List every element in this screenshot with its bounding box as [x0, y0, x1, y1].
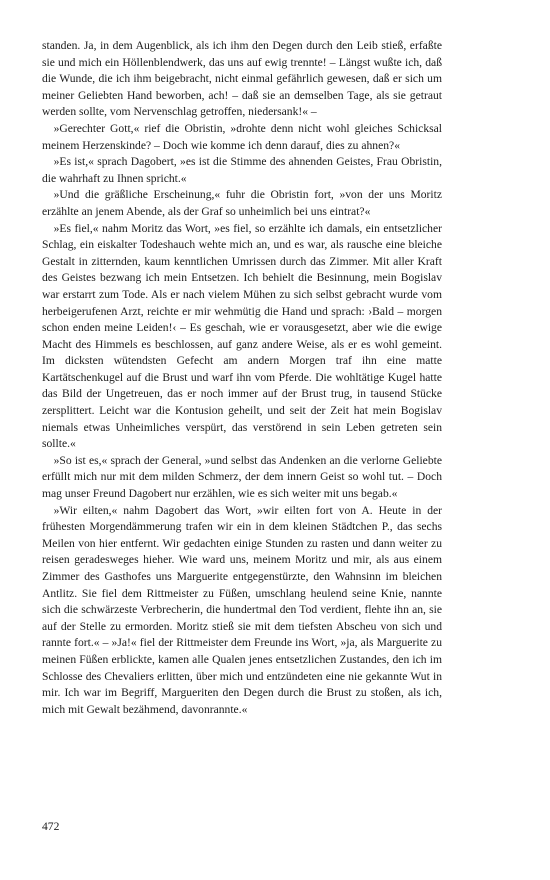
- paragraph: »Gerechter Gott,« rief die Obristin, »drohte denn nicht wohl gleiches Schicksal meinem Herzenskinde? – Doch wie komme ich denn darauf, dies zu ahnen?«: [42, 121, 442, 152]
- paragraph: »Und die gräßliche Erscheinung,« fuhr die Obristin fort, »von der uns Moritz erzählte an jenem Abende, als der Graf so unheimlich bei uns eintrat?«: [42, 188, 442, 218]
- paragraph: »Wir eilten,« nahm Dagobert das Wort, »wir eilten fort von A. Heute in der frühesten Morgendämmerung trafen wir ein in dem kleinen Städtchen P., das sechs Meilen von hier entfernt. Wir gedachten einige Stunden zu rasten und dann weiter zu reisen geradesweges hieher. Wie ward uns, meinem Moritz und mir, als aus einem Zimmer des Gasthofes uns Marguerite entgegenstürzte, den Wahnsinn im bleichen Antlitz. Sie fiel dem Rittmeister zu Füßen, umschlang heulend seine Knie, nannte sich die schwärzeste Verbrecherin, die hundertmal den Tod verdient, flehte ihn an, sie auf der Stelle zu ermorden. Moritz stieß sie mit dem tiefsten Abscheu von sich und rannte fort.« – »Ja!« fiel der Rittmeister dem Freunde ins Wort, »ja, als Marguerite zu meinen Füßen erblickte, kamen alle Qualen jenes entsetzlichen Zustandes, den ich im Schlosse des Chevaliers erlitten, über mich und entzündeten eine nie gekannte Wut in mir. Ich war im Begriff, Margueriten den Degen durch die Brust zu stoßen, als ich, mich mit Gewalt bezähmend, davonrannte.«: [42, 503, 442, 716]
- body-text: [42, 38, 442, 718]
- paragraph-continued: standen. Ja, in dem Augenblick, als ich ihm den Degen durch den Leib stieß, erfaßte sie und mich ein Höllenblendwerk, das uns auf ewig trennte! – Längst wußte ich, daß die Wunde, die ich ihm beigebracht, nicht einmal gefährlich gewesen, daß er sich um meiner Geliebten Hand beworben, ach! – daß sie an demselben Tage, als sie getraut werden sollte, vom Nervenschlag getroffen, niedersank!« –: [42, 39, 442, 119]
- page-number: 472: [42, 820, 60, 833]
- paragraph: »So ist es,« sprach der General, »und selbst das Andenken an die verlorne Geliebte erfüllt mich nur mit dem milden Schmerz, der dem innern Geist so wohl tut. – Doch mag unser Freund Dagobert nur erzählen, wie es sich weiter mit uns begab.«: [42, 453, 442, 501]
- paragraph: »Es fiel,« nahm Moritz das Wort, »es fiel, so erzählte ich damals, ein entsetzlicher Schlag, ein eiskalter Todeshauch wehte mich an, und es war, als rausche eine bleiche Gestalt in zitternden, kaum kenntlichen Umrissen durch das Zimmer. Mit aller Kraft des Geistes bezwang ich mein Entsetzen. Ich behielt die Besinnung, mein Bogislav war erstarrt zum Tode. Als er nach vielem Mühen zu sich selbst gebracht wurde vom herbeigerufenen Arzt, reichte er mir wehmütig die Hand und sprach: ›Bald – morgen schon enden meine Leiden!‹ – Es geschah, wie er vorausgesetzt, aber wie die ewige Macht des Himmels es beschlossen, auf ganz andere Weise, als er es wohl gemeint. Im dicksten wütendsten Gefecht am andern Morgen traf ihn eine matte Kartätschenkugel auf die Brust und warf ihn vom Pferde. Die wohltätige Kugel hatte das Bild der Ungetreuen, das er noch immer auf der Brust trug, in tausend Stücke zersplittert. Leicht war die Kontusion geheilt, und seit der Zeit hat mein Bogislav niemals etwas Unheimliches verspürt, das verstörend in sein Leben getreten sein sollte.«: [42, 221, 442, 451]
- paragraph: »Es ist,« sprach Dagobert, »es ist die Stimme des ahnenden Geistes, Frau Obristin, die wahrhaft zu Ihnen spricht.«: [42, 155, 442, 185]
